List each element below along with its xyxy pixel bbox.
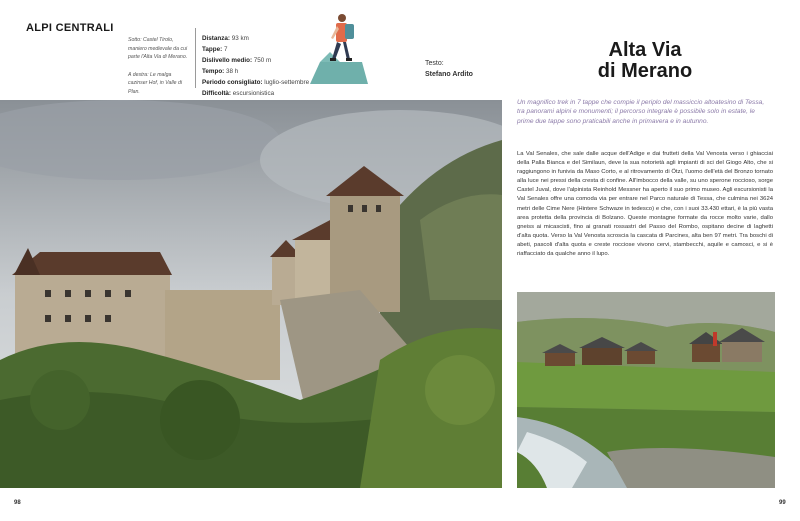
page-number-left: 98 bbox=[14, 500, 21, 506]
caption-below: Sotto: Castel Tirolo, maniero medievale da cui parte l'Alta Via di Merano. bbox=[128, 37, 188, 61]
stat-value: escursionistica bbox=[232, 90, 275, 97]
stat-row bbox=[202, 33, 309, 44]
stat-label: Dislivello medio: bbox=[202, 57, 253, 64]
castle-tirolo-photo bbox=[0, 100, 502, 488]
stat-row bbox=[202, 66, 309, 77]
author-name: Stefano Ardito bbox=[425, 71, 473, 78]
author-credit bbox=[425, 58, 473, 80]
author-label: Testo: bbox=[425, 60, 444, 67]
photo-captions bbox=[128, 36, 190, 106]
stat-row bbox=[202, 77, 309, 88]
hiker-illustration bbox=[306, 12, 370, 86]
stat-row bbox=[202, 44, 309, 55]
article-lead: Un magnifico trek in 7 tappe che compie il periplo del massiccio altoatesino di Tessa, tra panorami alpini e monumenti; il percorso integrale è possibile solo in estate, le prime due tappe sono praticabili anche in primavera e in autunno. bbox=[517, 99, 765, 125]
trek-stats bbox=[202, 33, 309, 99]
page-number-right: 99 bbox=[779, 500, 786, 506]
caption-right: A destra: Le malga cazinser Hof, in Valle di Plan. bbox=[128, 71, 183, 95]
stat-label: Difficoltà: bbox=[202, 90, 232, 97]
section-label: ALPI CENTRALI bbox=[26, 22, 114, 34]
article-title bbox=[555, 40, 735, 82]
title-line-1: Alta Via bbox=[608, 39, 682, 61]
divider-line bbox=[195, 28, 196, 88]
alpine-valley-huts-photo bbox=[517, 292, 775, 488]
stat-value: 38 h bbox=[226, 68, 239, 75]
stat-row bbox=[202, 88, 309, 99]
stat-value: 7 bbox=[223, 46, 228, 53]
stat-value: luglio-settembre bbox=[264, 79, 310, 86]
article-body: La Val Senales, che sale dalle acque dell'Adige e dai frutteti della Val Venosta verso i ghiacciai della Palla Bianca e del Similaun, deve la sua notorietà agli impianti di sci del Giogo Alto, che si raggiungono in funivia da Maso Corto, e al ritrovamento di Ötzi, l'uomo dell'età del Bronzo tornato alla luce nei pressi della cresta di confine. All'imbocco della valle, su uno sperone roccioso, sorge Castel Juval, dove l'alpinista Reinhold Messner ha aperto il suo primo museo. Agli escursionisti la Val Senales offre una comoda via per entrare nel Parco naturale di Tessa, che culmina nei 3624 metri delle Cime Nere (Hintere Schwaze in tedesco) e che, con i suoi 33.430 ettari, è la più vasta area protetta della provincia di Bolzano. Queste montagne formate da rocce molto varie, dallo gneiss ai micascisti, fino ai granati rossastri del Passo del Rombo, ospitano decine di laghetti d'alta quota. Verso la Val Venosta scroscia la cascata di Parcines, alta ben 97 metri. Tra boschi di abeti, pascoli d'alta quota e creste rocciose vivono cervi, stambecchi, aquile e camosci, e si è riaffacciato da qualche anno il lupo. bbox=[517, 151, 773, 258]
stat-value: 93 km bbox=[231, 35, 249, 42]
stat-label: Tempo: bbox=[202, 68, 225, 75]
stat-row bbox=[202, 55, 309, 66]
title-line-2: di Merano bbox=[597, 60, 693, 82]
stat-label: Periodo consigliato: bbox=[202, 79, 263, 86]
stat-label: Distanza: bbox=[202, 35, 230, 42]
stat-value: 750 m bbox=[253, 57, 272, 64]
stat-label: Tappe: bbox=[202, 46, 223, 53]
